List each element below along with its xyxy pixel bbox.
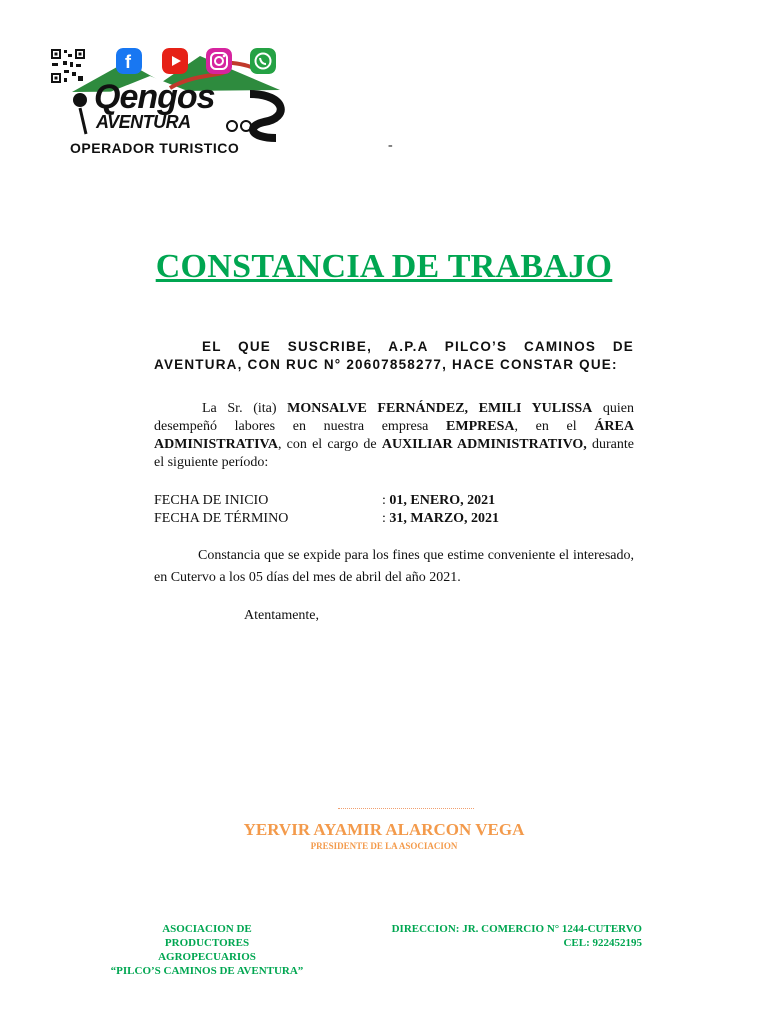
signature-line xyxy=(338,808,474,809)
start-date-label: FECHA DE INICIO xyxy=(154,493,269,508)
footer-assoc-line: PRODUCTORES xyxy=(164,937,250,949)
document-title: CONSTANCIA DE TRABAJO xyxy=(155,248,613,285)
intro-paragraph: EL QUE SUSCRIBE, A.P.A PILCO’S CAMINOS DE AVENTURA, CON RUC N° 20607858277, HACE CONSTAR QUE: xyxy=(154,339,634,372)
top-mark: - xyxy=(388,138,393,153)
employee-name: MONSALVE FERNÁNDEZ, EMILI YULISSA xyxy=(287,401,593,416)
body-text-1: La Sr. (ita) xyxy=(202,401,288,416)
qr-code-icon xyxy=(50,48,86,84)
job-title: AUXILIAR ADMINISTRATIVO, xyxy=(381,437,587,452)
logo-subbrand: AVENTURA xyxy=(96,112,191,132)
footer-assoc-line: “PILCO’S CAMINOS DE AVENTURA” xyxy=(110,965,304,977)
logo-tagline: OPERADOR TURISTICO xyxy=(70,140,240,156)
start-date-value xyxy=(382,493,495,509)
area-name: ÁREA ADMINISTRATIVA xyxy=(154,419,634,452)
company-word: EMPRESA xyxy=(446,419,515,434)
youtube-icon xyxy=(162,48,188,74)
footer-contact xyxy=(340,922,642,950)
start-date-sep: : xyxy=(382,493,386,508)
footer-assoc-line: AGROPECUARIOS xyxy=(158,951,256,963)
footer-assoc-line: ASOCIACION DE xyxy=(162,923,252,935)
footer-association xyxy=(96,922,318,978)
logo-brand: Qengos xyxy=(94,78,215,116)
body-text-3: , en el xyxy=(514,419,595,434)
end-date-value xyxy=(382,511,499,527)
facebook-icon xyxy=(116,48,142,74)
footer-phone: CEL: 922452195 xyxy=(563,937,642,949)
signatory-name: YERVIR AYAMIR ALARCON VEGA xyxy=(243,820,525,839)
body-paragraph xyxy=(154,400,634,472)
whatsapp-icon xyxy=(250,48,276,74)
start-date-text: 01, ENERO, 2021 xyxy=(389,493,496,508)
body-text-2: quien desempeñó labores en nuestra empresa xyxy=(154,401,635,434)
footer-address: DIRECCION: JR. COMERCIO N° 1244-CUTERVO xyxy=(391,923,642,935)
end-date-sep: : xyxy=(382,511,386,526)
svg-text:f: f xyxy=(125,52,131,72)
body-text-4: , con el cargo de xyxy=(277,437,382,452)
salutation: Atentamente, xyxy=(244,608,320,623)
closing-paragraph: Constancia que se expide para los fines que estime conveniente el interesado, en Cutervo a los 05 días del mes de abril del año 2021. xyxy=(154,548,634,585)
instagram-icon xyxy=(206,48,232,74)
body-text-5: durante el siguiente período: xyxy=(154,437,634,470)
signatory-role: PRESIDENTE DE LA ASOCIACION xyxy=(310,841,458,851)
company-logo xyxy=(50,48,308,204)
end-date-label: FECHA DE TÉRMINO xyxy=(154,511,289,526)
end-date-text: 31, MARZO, 2021 xyxy=(389,511,500,526)
